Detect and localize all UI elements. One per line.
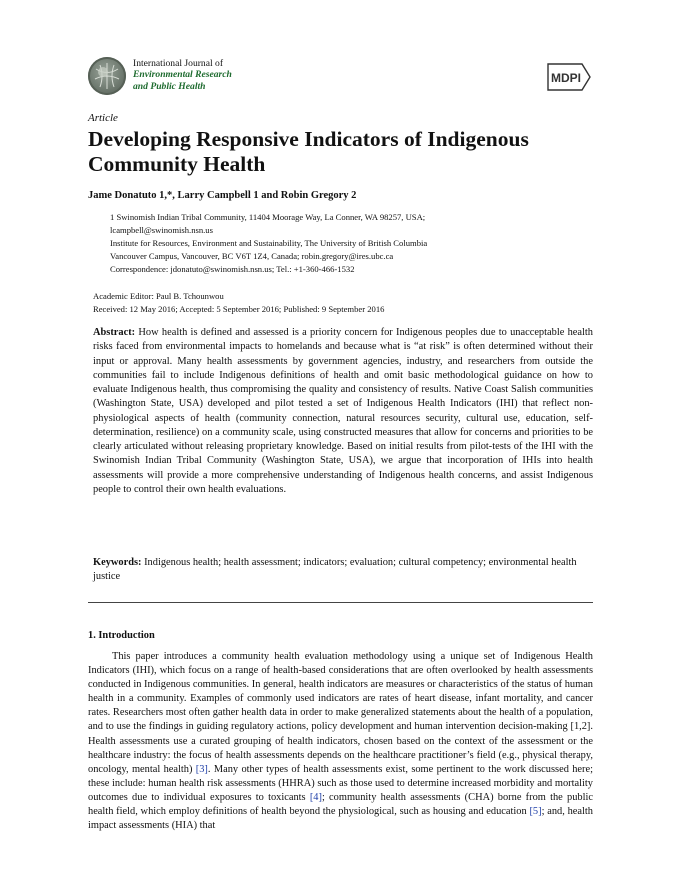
journal-line-3: and Public Health bbox=[133, 80, 206, 92]
mdpi-logo-text: MDPI bbox=[551, 71, 581, 85]
intro-text-4: ; and, health impact assessments (HIA) that bbox=[88, 806, 593, 832]
abstract bbox=[93, 326, 593, 497]
section-heading: 1. Introduction bbox=[88, 630, 155, 641]
article-title: Developing Responsive Indicators of Indigenous Community Health bbox=[88, 127, 529, 176]
academic-editor: Academic Editor: Paul B. Tchounwou bbox=[93, 291, 224, 301]
journal-line-1: International Journal of bbox=[133, 58, 224, 69]
mdpi-logo bbox=[544, 62, 592, 92]
affiliation-line: lcampbell@swinomish.nsn.us bbox=[110, 225, 213, 235]
keywords-label: Keywords: bbox=[93, 557, 142, 568]
publication-dates: Received: 12 May 2016; Accepted: 5 September 2016; Published: 9 September 2016 bbox=[93, 304, 385, 314]
introduction-body bbox=[88, 650, 593, 833]
intro-text-3: ; community health assessments (CHA) borne from the public health field, which employ definitions of health beyond the physiological, such as housing and education bbox=[88, 791, 593, 818]
author-list: Jame Donatuto 1,*, Larry Campbell 1 and Robin Gregory 2 bbox=[88, 190, 357, 201]
journal-logo bbox=[88, 57, 126, 95]
globe-icon bbox=[88, 57, 126, 95]
article-type: Article bbox=[88, 112, 118, 124]
journal-name bbox=[133, 58, 232, 92]
citation-link[interactable]: [5] bbox=[529, 806, 542, 818]
abstract-label: Abstract: bbox=[93, 327, 136, 338]
citation-link[interactable]: [4] bbox=[309, 791, 322, 803]
affiliation-line: 1 Swinomish Indian Tribal Community, 11404 Moorage Way, La Conner, WA 98257, USA; bbox=[110, 212, 426, 222]
keywords-text: Indigenous health; health assessment; indicators; evaluation; cultural competency; environmental health justice bbox=[93, 557, 577, 583]
citation-link[interactable]: [3] bbox=[195, 763, 208, 775]
affiliation-line: Vancouver Campus, Vancouver, BC V6T 1Z4, Canada; robin.gregory@ires.ubc.ca bbox=[110, 251, 394, 261]
affiliations bbox=[96, 211, 596, 276]
journal-line-2: Environmental Research bbox=[133, 69, 232, 81]
correspondence: Correspondence: jdonatuto@swinomish.nsn.us; Tel.: +1-360-466-1532 bbox=[110, 264, 355, 274]
section-divider bbox=[88, 602, 593, 603]
keywords bbox=[93, 556, 593, 585]
publication-info bbox=[93, 290, 384, 316]
intro-text-2: . Many other types of health assessments exist, some pertinent to the work discussed here; these include: human health risk assessments (HHRA) such as those used to determine increased morbidity and mortality outcomes due to individual exposures to toxicants bbox=[88, 763, 594, 803]
affiliation-line: Institute for Resources, Environment and Sustainability, The University of British Columbia bbox=[110, 238, 428, 248]
abstract-text: How health is defined and assessed is a priority concern for Indigenous peoples due to unacceptable health risks faced from environmental impacts to homelands and because what is “at risk” is often determined without their input or approval. Many health assessments by government agencies, industry, and researchers from outside the communities fail to include Indigenous definitions of health and omit basic methodological guidance on how to evaluate Indigenous health, thus compromising the quality and consistency of results. Native Coast Salish communities (Washington State, USA) developed and pilot tested a set of Indigenous Health Indicators (IHI) that reflect non-physiological aspects of health (community connection, natural resources security, cultural use, education, self-determination, resilience) on a community scale, using constructed measures that allow for concerns and priorities to be clearly articulated without releasing proprietary knowledge. Based on initial results from pilot-tests of the IHI with the Swinomish Indian Tribal Community (Washington State, USA), we argue that incorporation of IHIs into health assessments will provide a more comprehensive understanding of Indigenous health concerns, and assist Indigenous people to control their own health evaluations. bbox=[93, 327, 593, 495]
paragraph bbox=[88, 650, 593, 833]
intro-text-1: This paper introduces a community health evaluation methodology using a unique set of Indigenous Health Indicators (IHI), which focus on a range of health-based considerations that are often overlooked by health assessments conducted in Indigenous communities. In general, health indicators are measures or characteristics of the status of human health in a community. Examples of commonly used indicators are rates of heart disease, infant mortality, and cancer rates. Researchers most often gather health data in order to make generalized statements about the health of a population, and to use the findings in guiding regulatory actions, policy development and human intervention decision-making [1,2]. Health assessments use a curated grouping of health indicators, chosen based on the context of the assessment or the healthcare industry: the focus of health assessments depends on the healthcare practitioner’s field (e.g., physical therapy, oncology, mental health) bbox=[88, 651, 593, 775]
